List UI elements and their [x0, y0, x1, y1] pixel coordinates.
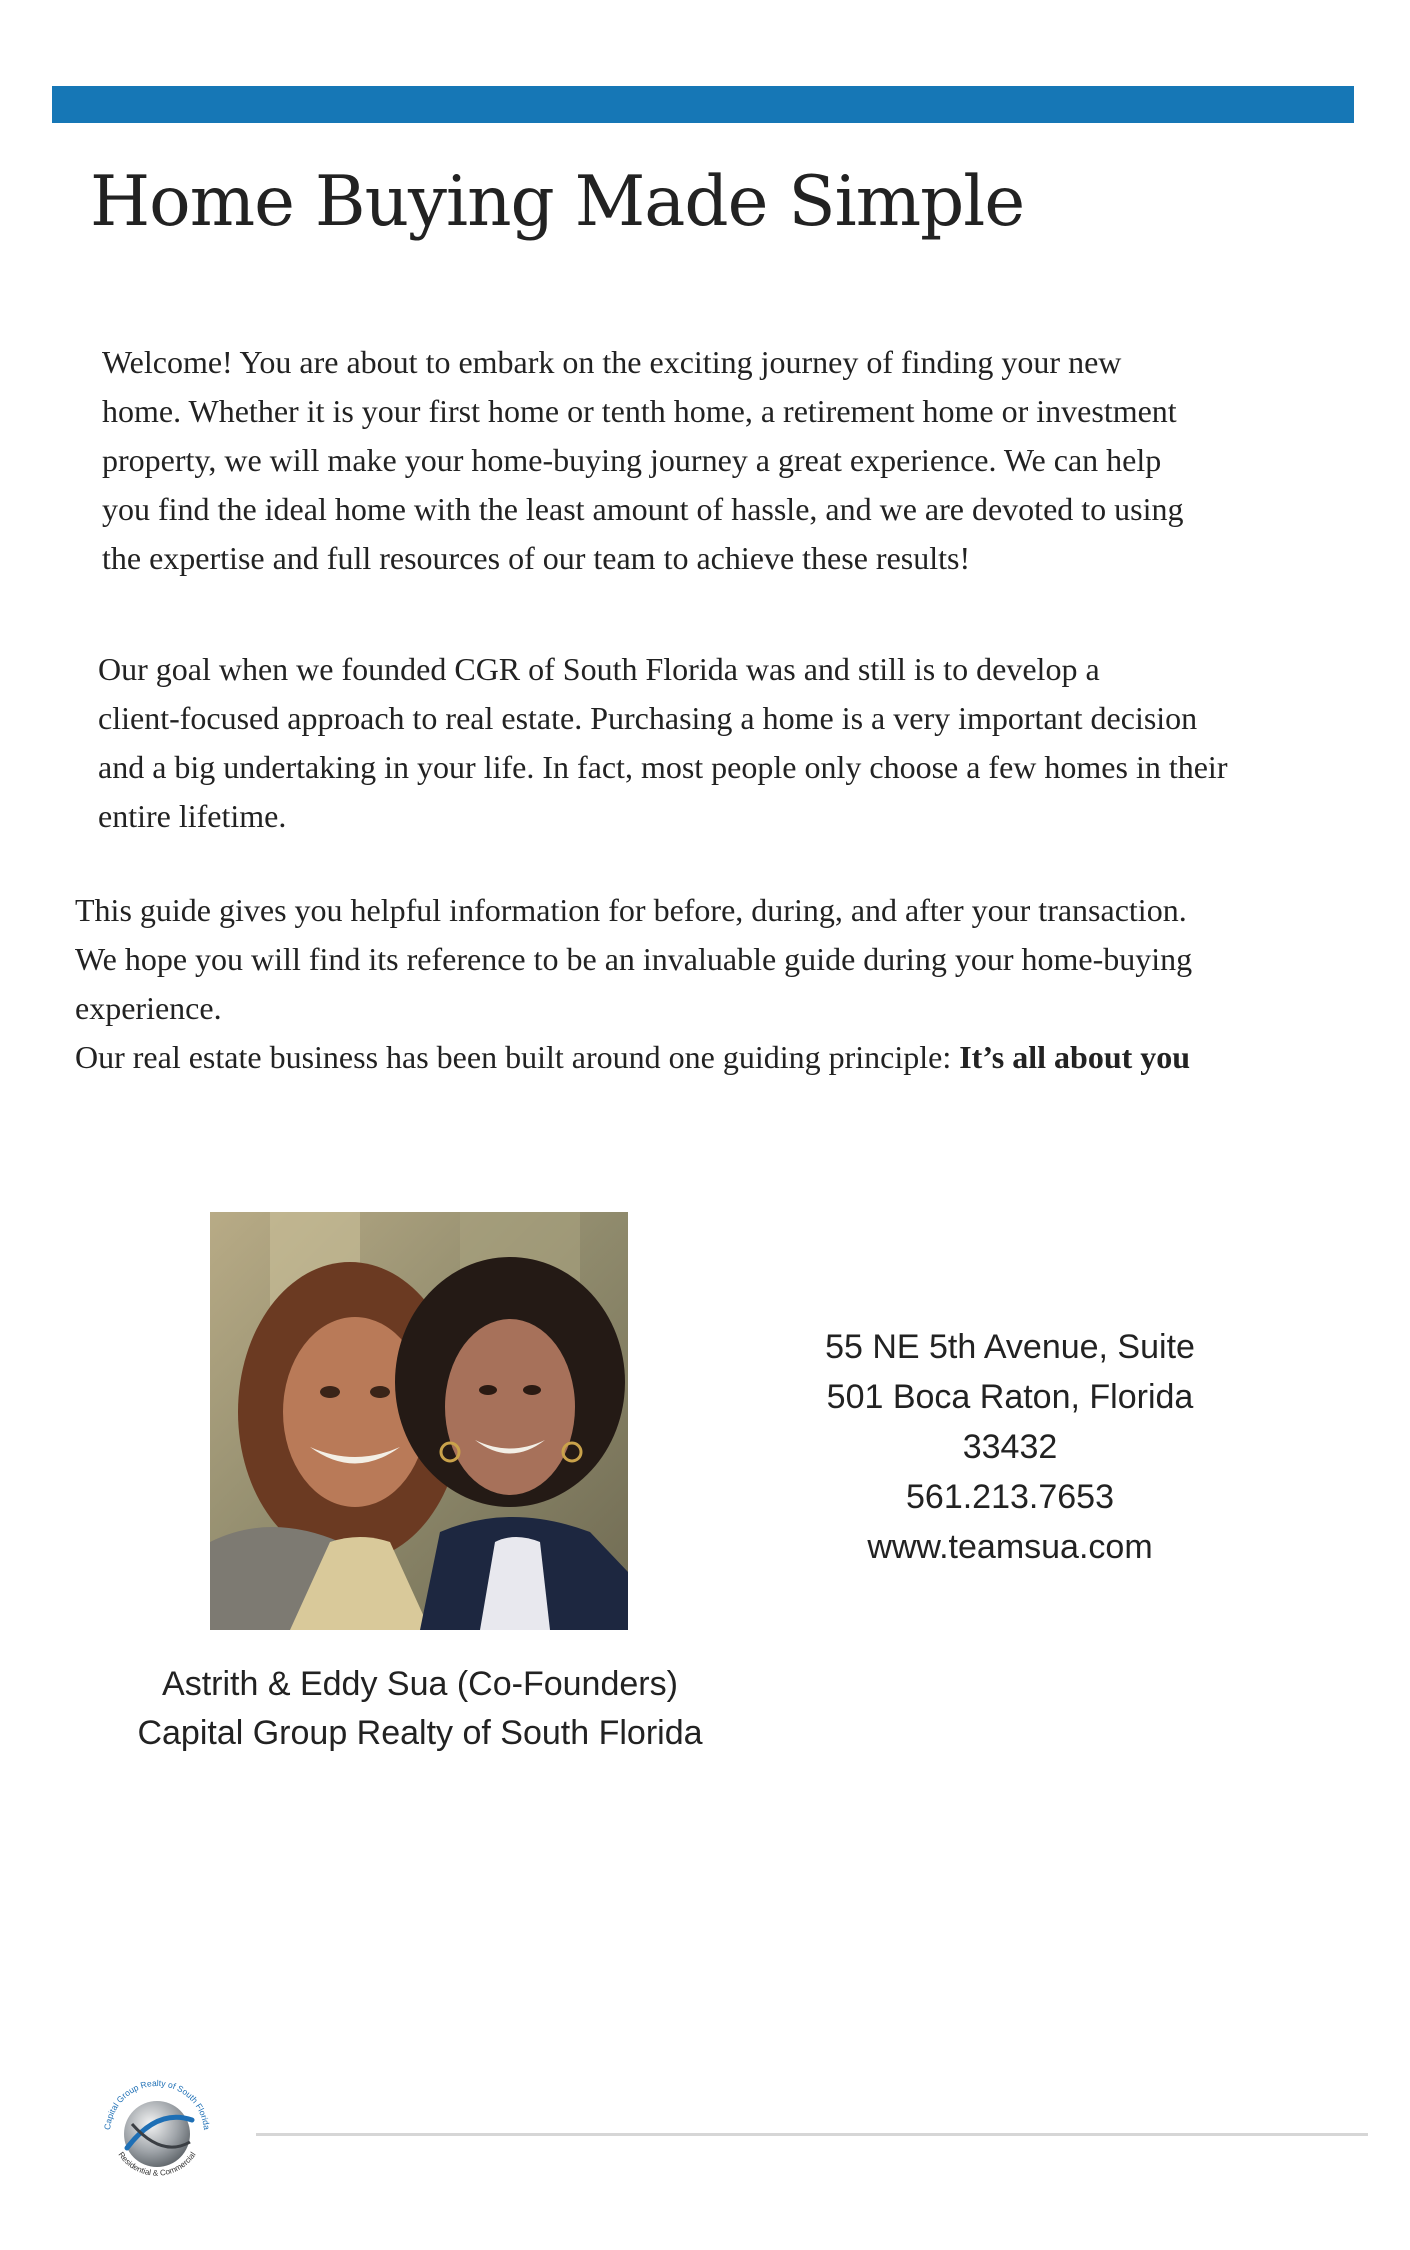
page-title: Home Buying Made Simple [90, 162, 1025, 242]
company-name: Capital Group Realty of South Florida [137, 1714, 703, 1752]
principle-emphasis-text: It’s all about you [959, 1039, 1191, 1075]
phone-number: 561.213.7653 [906, 1478, 1114, 1516]
intro-paragraph-goal: Our goal when we founded CGR of South Florida was and still is to develop a client-focused approach to real estate. Purchasing a home is a very important decision and a big undertaking in your life. In fact, most people only choose a few homes in their entire lifetime. [98, 651, 1228, 834]
intro-paragraph-guide [75, 886, 1375, 1082]
contact-block [760, 1322, 1260, 1572]
address-line-1: 55 NE 5th Avenue, Suite [825, 1328, 1195, 1366]
header-accent-bar [52, 86, 1354, 123]
principle-lead-text: Our real estate business has been built around one guiding principle: [75, 1039, 960, 1075]
founders-photo [210, 1212, 628, 1630]
founders-caption [110, 1660, 730, 1758]
intro-paragraph-welcome: Welcome! You are about to embark on the exciting journey of finding your new home. Whether it is your first home or tenth home, a retirement home or investment property, we will make your home-buying journey a great experience. We can help you find the ideal home with the least amount of hassle, and we are devoted to using the expertise and full resources of our team to achieve these results! [102, 344, 1184, 576]
founders-names: Astrith & Eddy Sua (Co-Founders) [162, 1665, 678, 1703]
website-link[interactable]: www.teamsua.com [867, 1528, 1153, 1566]
logo-text-top-path: Capital Group Realty of South Florida [102, 2077, 212, 2131]
address-line-2: 501 Boca Raton, Florida [826, 1378, 1194, 1416]
address-line-3: 33432 [962, 1428, 1058, 1466]
logo-text-bottom-path: Residential & Commercial [116, 2150, 198, 2178]
company-logo-icon [92, 2068, 222, 2198]
footer-divider [256, 2133, 1368, 2136]
founders-photo-illustration [210, 1212, 628, 1630]
company-logo-graphic [92, 2068, 222, 2198]
guide-text: This guide gives you helpful information for before, during, and after your transaction. We hope you will find its reference to be an invaluable guide during your home-buying experience. [75, 892, 1193, 1026]
